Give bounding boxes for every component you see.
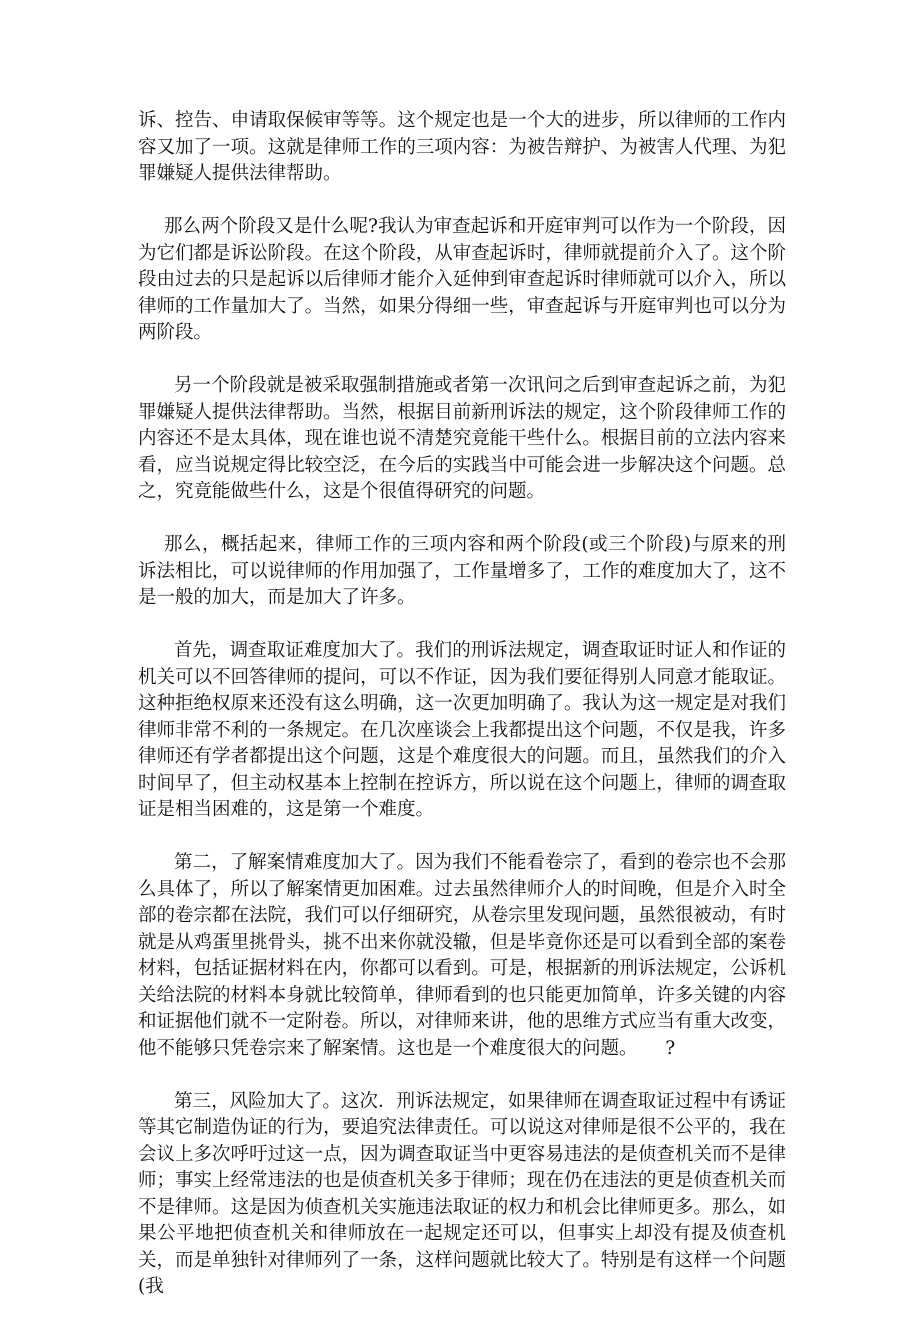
paragraph-6: 第二，了解案情难度加大了。因为我们不能看卷宗了，看到的卷宗也不会那么具体了，所以了解案情更加困难。过去虽然律师介人的时间晚，但是介入时全部的卷宗都在法院，我们可以仔细研究，从卷宗里发现问题，虽然很被动，有时就是从鸡蛋里挑骨头，挑不出来你就没辙，但是毕竟你还是可以看到全部的案卷材料，包括证据材料在内，你都可以看到。可是，根据新的刑诉法规定，公诉机关给法院的材料本身就比较简单，律师看到的也只能更加简单，许多关键的内容和证据他们就不一定附卷。所以，对律师来讲，他的思维方式应当有重大改变，他不能够只凭卷宗来了解案情。这也是一个难度很大的问题。 ? [138, 852, 786, 1059]
paragraph-3: 另一个阶段就是被采取强制措施或者第一次讯问之后到审查起诉之前，为犯罪嫌疑人提供法律帮助。当然，根据目前新刑诉法的规定，这个阶段律师工作的内容还不是太具体，现在谁也说不清楚究竟能干些什么。根据目前的立法内容来看，应当说规定得比较空泛，在今后的实践当中可能会进一步解决这个问题。总之，究竟能做些什么，这是个很值得研究的问题。 [138, 375, 786, 502]
paragraph-1: 诉、控告、申请取保候审等等。这个规定也是一个大的进步，所以律师的工作内容又加了一项。这就是律师工作的三项内容：为被告辩护、为被害人代理、为犯罪嫌疑人提供法律帮助。 [138, 110, 786, 184]
paragraph-7: 第三，风险加大了。这次．刑诉法规定，如果律师在调查取证过程中有诱证等其它制造伪证的行为，要追究法律责任。可以说这对律师是很不公平的，我在会议上多次呼吁过这一点，因为调查取证当中更容易违法的是侦查机关而不是律师；事实上经常违法的也是侦查机关多于律师；现在仍在违法的更是侦查机关而不是律师。这是因为侦查机关实施违法取证的权力和机会比律师更多。那么，如果公平地把侦查机关和律师放在一起规定还可以，但事实上却没有提及侦查机关，而是单独针对律师列了一条，这样问题就比较大了。特别是有这样一个问题(我 [138, 1090, 786, 1297]
paragraph-5: 首先，调查取证难度加大了。我们的刑诉法规定，调查取证时证人和作证的机关可以不回答律师的提问，可以不作证，因为我们要征得别人同意才能取证。这种拒绝权原来还没有这么明确，这一次更加明确了。我认为这一规定是对我们律师非常不利的一条规定。在几次座谈会上我都提出这个问题，不仅是我，许多律师还有学者都提出这个问题，这是个难度很大的问题。而且，虽然我们的介入时间早了，但主动权基本上控制在控诉方，所以说在这个问题上，律师的调查取证是相当困难的，这是第一个难度。 [138, 640, 786, 820]
paragraph-4: 那么，概括起来，律师工作的三项内容和两个阶段(或三个阶段)与原来的刑诉法相比，可以说律师的作用加强了，工作量增多了，工作的难度加大了，这不是一般的加大，而是加大了许多。 [138, 534, 786, 608]
paragraph-2: 那么两个阶段又是什么呢?我认为审查起诉和开庭审判可以作为一个阶段，因为它们都是诉讼阶段。在这个阶段，从审查起诉时，律师就提前介入了。这个阶段由过去的只是起诉以后律师才能介入延伸到审查起诉时律师就可以介入，所以律师的工作量加大了。当然，如果分得细一些，审查起诉与开庭审判也可以分为两阶段。 [138, 216, 786, 343]
document-body [138, 108, 786, 1327]
